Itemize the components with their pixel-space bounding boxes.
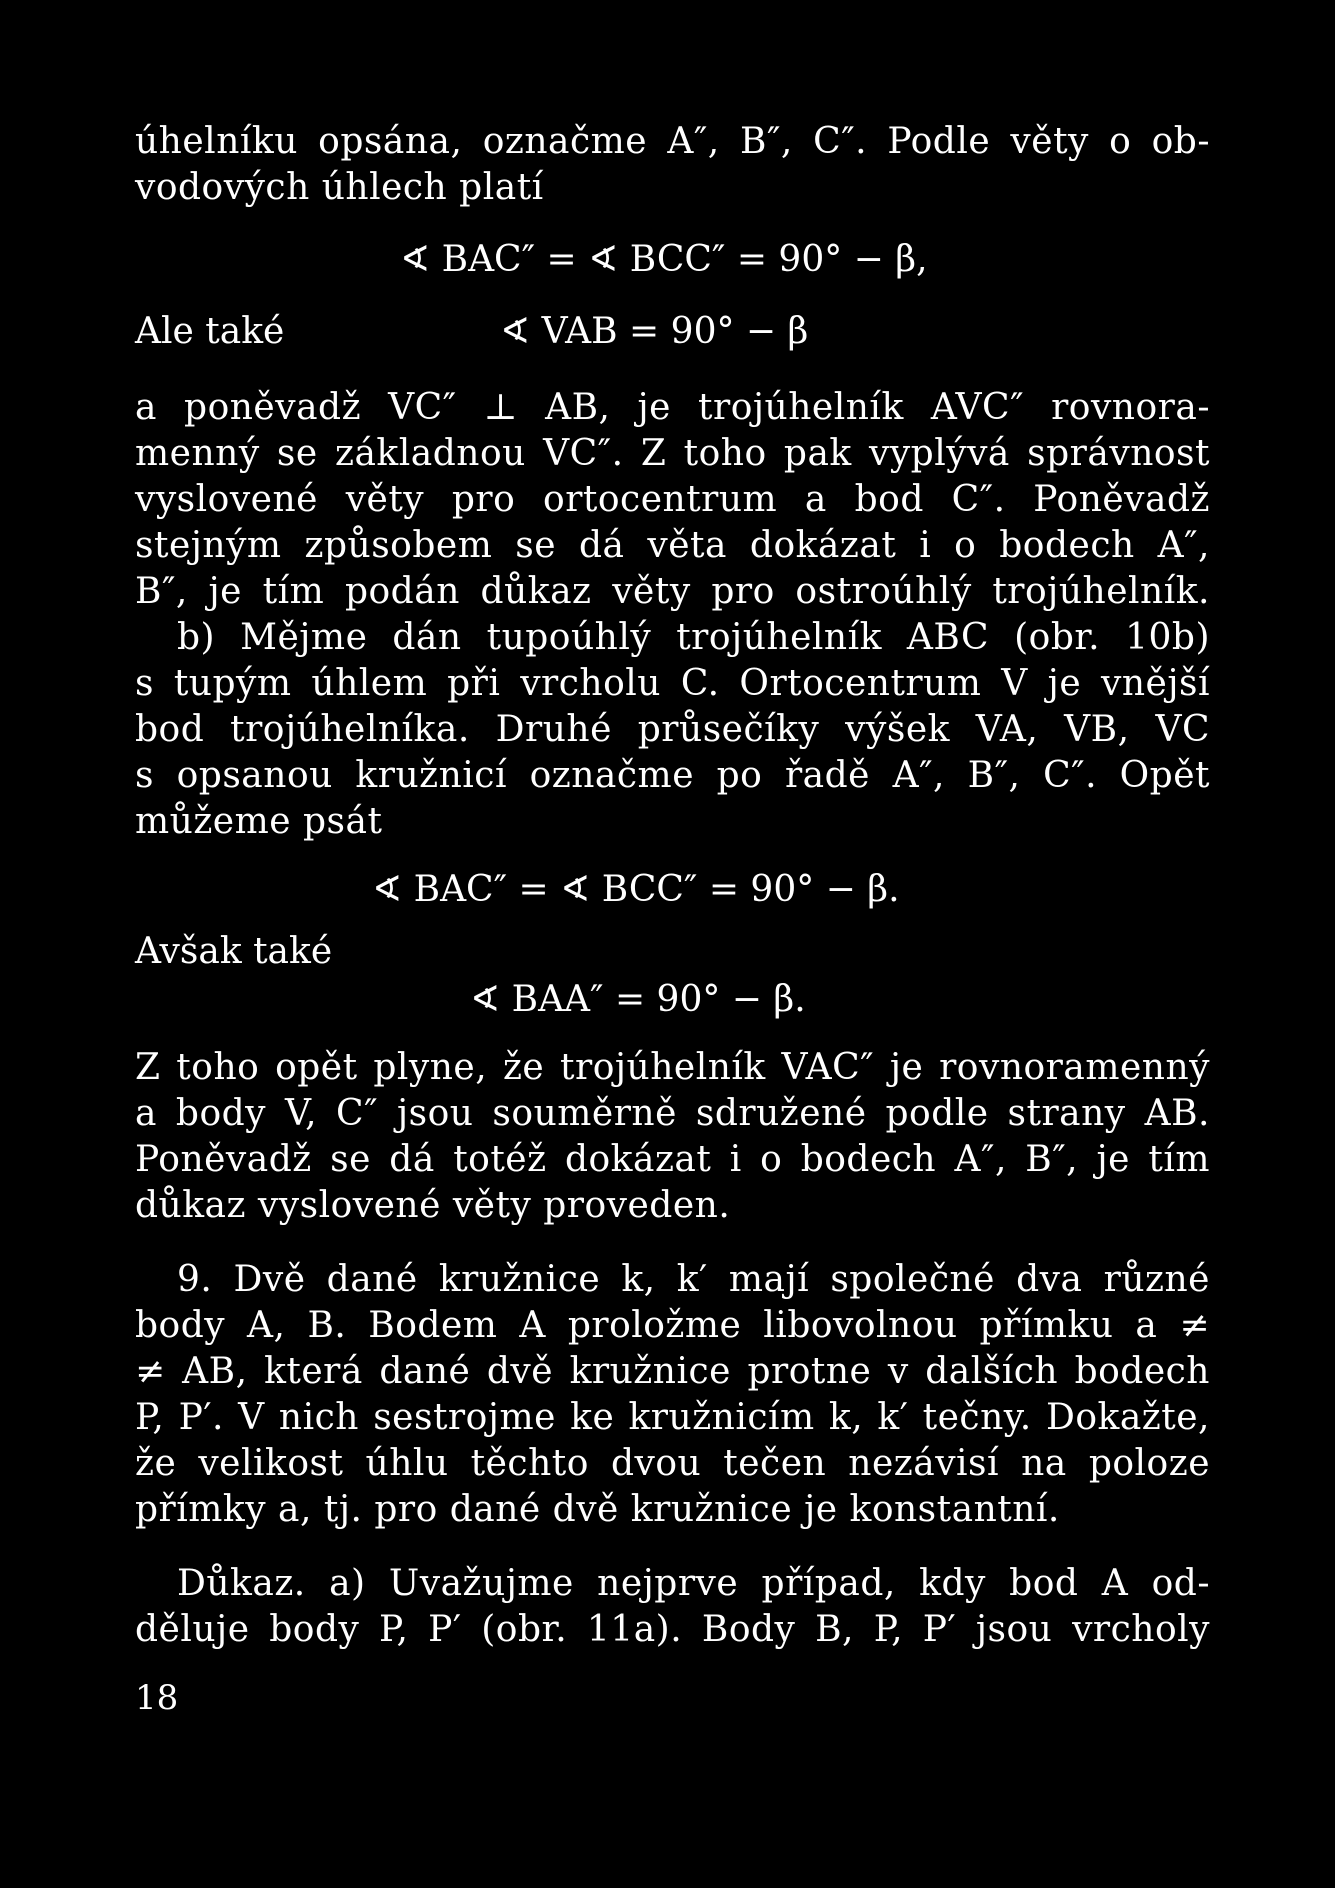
text-line: vodových úhlech platí xyxy=(135,167,544,208)
ale-take-label: Ale také xyxy=(135,311,285,352)
text-line: Poněvadž se dá totéž dokázat i o bodech A″, B″, je tím xyxy=(135,1139,1210,1180)
text-line: stejným způsobem se dá věta dokázat i o bodech A″, xyxy=(135,525,1210,566)
text-line: 9. Dvě dané kružnice k, k′ mají společné dva různé xyxy=(177,1259,1210,1300)
text-line: úhelníku opsána, označme A″, B″, C″. Podle věty o ob- xyxy=(135,121,1210,162)
text-line: b) Mějme dán tupoúhlý trojúhelník ABC (obr. 10b) xyxy=(177,617,1210,658)
text-line: přímky a, tj. pro dané dvě kružnice je konstantní. xyxy=(135,1489,1060,1530)
text-line: děluje body P, P′ (obr. 11a). Body B, P, P′ jsou vrcholy xyxy=(135,1609,1210,1650)
text-line: že velikost úhlu těchto dvou tečen nezávisí na poloze xyxy=(135,1443,1210,1484)
formula-line: ∢ BAC″ = ∢ BCC″ = 90° − β, xyxy=(400,239,928,280)
formula-line: ∢ BAC″ = ∢ BCC″ = 90° − β. xyxy=(372,869,900,910)
text-line: menný se základnou VC″. Z toho pak vyplývá správnost xyxy=(135,433,1210,474)
formula-line: ∢ VAB = 90° − β xyxy=(500,311,809,352)
text-line: důkaz vyslovené věty proveden. xyxy=(135,1185,731,1226)
text-line: Z toho opět plyne, že trojúhelník VAC″ je rovnoramenný xyxy=(135,1047,1210,1088)
text-line: vyslovené věty pro ortocentrum a bod C″. Poněvadž xyxy=(135,479,1210,520)
page-number: 18 xyxy=(135,1678,179,1718)
text-line: Důkaz. a) Uvažujme nejprve případ, kdy bod A od- xyxy=(177,1563,1210,1604)
text-line: a poněvadž VC″ ⊥ AB, je trojúhelník AVC″ rovnora- xyxy=(135,387,1210,428)
text-line: a body V, C″ jsou souměrně sdružené podle strany AB. xyxy=(135,1093,1210,1134)
text-line: P, P′. V nich sestrojme ke kružnicím k, k′ tečny. Dokažte, xyxy=(135,1397,1210,1438)
formula-line: ∢ BAA″ = 90° − β. xyxy=(470,979,806,1020)
text-line: ≠ AB, která dané dvě kružnice protne v dalších bodech xyxy=(135,1351,1210,1392)
text-line: s opsanou kružnicí označme po řadě A″, B″, C″. Opět xyxy=(135,755,1210,796)
avsak-take-label: Avšak také xyxy=(135,931,333,972)
text-line: body A, B. Bodem A proložme libovolnou přímku a ≠ xyxy=(135,1305,1210,1346)
text-line: můžeme psát xyxy=(135,801,383,842)
text-line: s tupým úhlem při vrcholu C. Ortocentrum V je vnější xyxy=(135,663,1210,704)
text-line: bod trojúhelníka. Druhé průsečíky výšek VA, VB, VC xyxy=(135,709,1210,750)
text-line: B″, je tím podán důkaz věty pro ostroúhlý trojúhelník. xyxy=(135,571,1210,612)
